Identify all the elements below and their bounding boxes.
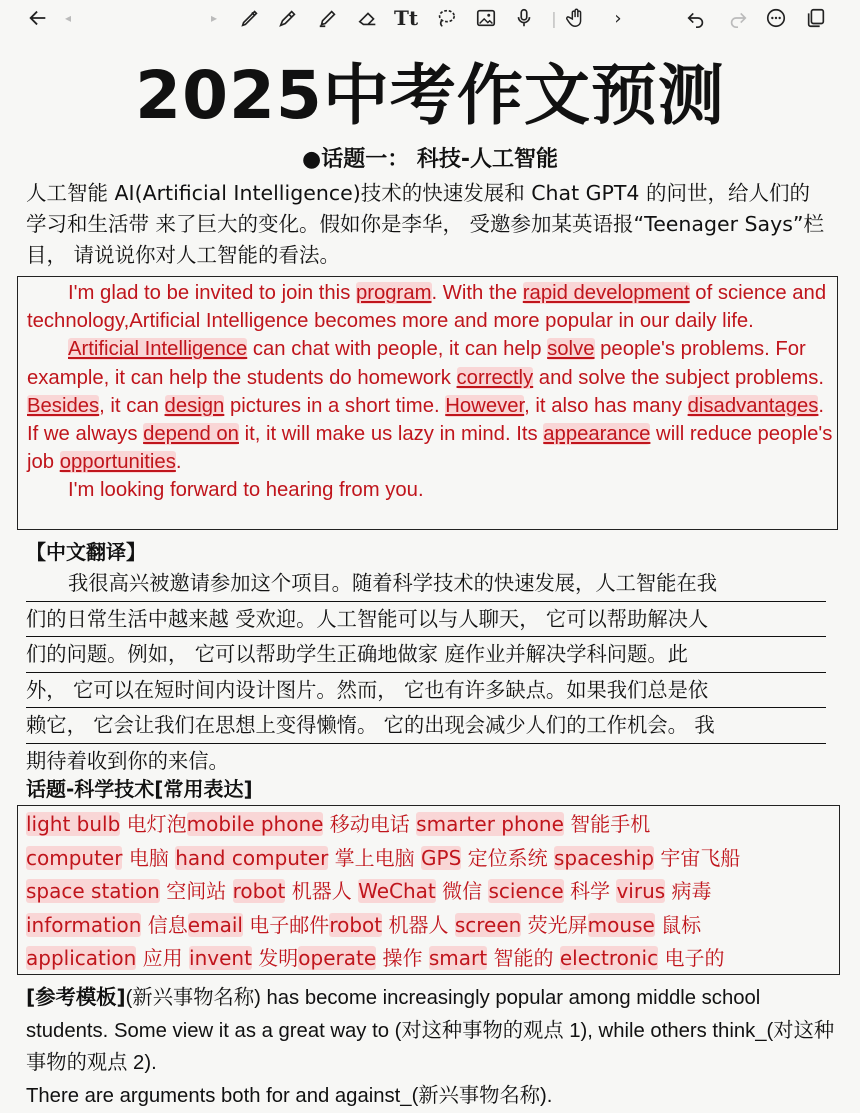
vocab-chinese: 操作 — [376, 946, 429, 971]
page-title: 2025中考作文预测 — [135, 57, 725, 134]
lasso-icon[interactable] — [432, 4, 460, 32]
vocab-english: light bulb — [26, 812, 121, 836]
vocab-chinese: 电脑 — [122, 845, 176, 870]
essay-closing: I'm looking forward to hearing from you. — [68, 479, 424, 502]
vocab-english: GPS — [421, 845, 462, 870]
highlighted-phrase: rapid development — [522, 282, 690, 304]
vocab-english: science — [488, 879, 564, 904]
vocab-chinese: 宇宙飞船 — [654, 845, 741, 870]
highlighted-phrase: Besides — [27, 394, 100, 417]
text-tool-icon[interactable]: Tt — [393, 6, 419, 30]
vocab-english: robot — [329, 912, 383, 937]
undo-icon[interactable] — [682, 4, 710, 32]
vocab-english: robot — [232, 879, 286, 904]
essay-text: . With the — [431, 282, 523, 304]
translation-line: 我很高兴被邀请参加这个项目。随着科学技术的快速发展，人工智能在我 — [26, 566, 826, 602]
vocab-chinese: 机器人 — [285, 879, 359, 904]
vocab-chinese: 掌上电脑 — [328, 845, 422, 870]
vocab-heading: 话题-科学技术[常用表达] — [26, 777, 253, 801]
essay-paragraph-1 — [27, 279, 837, 335]
translation-line: 外， 它可以在短时间内设计图片。然而， 它也有许多缺点。如果我们总是依 — [26, 673, 826, 709]
more-menu-icon[interactable] — [762, 4, 790, 32]
highlighted-phrase: However — [445, 394, 525, 417]
copy-icon[interactable] — [802, 4, 830, 32]
vocab-english: operate — [298, 946, 377, 971]
highlighted-phrase: correctly — [456, 366, 534, 389]
vocab-chinese: 空间站 — [159, 879, 233, 904]
essay-text: I'm glad to be invited to join this — [68, 282, 356, 304]
chevron-right-icon[interactable]: › — [614, 7, 622, 29]
vocab-chinese: 应用 — [136, 946, 190, 971]
vocab-english: mobile phone — [186, 812, 324, 836]
vocab-chinese: 机器人 — [382, 912, 455, 937]
vocab-box — [17, 805, 840, 975]
highlighted-phrase: solve — [547, 338, 595, 361]
vocab-english: application — [26, 946, 137, 971]
vocab-chinese: 智能手机 — [563, 812, 651, 836]
eraser-icon[interactable] — [354, 4, 382, 32]
image-icon[interactable] — [472, 4, 500, 32]
pen-icon[interactable] — [236, 4, 264, 32]
vocab-english: smarter phone — [416, 812, 564, 836]
highlighted-phrase: design — [164, 394, 225, 417]
pencil-icon[interactable] — [274, 4, 302, 32]
vocab-line — [26, 942, 839, 976]
vocab-chinese: 电子邮件 — [242, 912, 330, 937]
essay-text: can chat with people, it can help — [247, 338, 548, 361]
vocab-chinese: 定位系统 — [461, 845, 555, 870]
vocab-english: space station — [26, 879, 160, 904]
vocab-english: computer — [26, 845, 123, 870]
essay-text: . — [175, 451, 182, 474]
top-toolbar — [0, 0, 860, 36]
translation-line: 期待着收到你的来信。 — [26, 748, 229, 773]
vocab-chinese: 电子的 — [658, 946, 725, 971]
essay-text: of science and technology,Artificial Intelligence becomes more and more popular in our daily life. — [27, 282, 827, 333]
vocab-chinese: 电灯泡 — [120, 812, 187, 836]
vocab-chinese: 科学 — [563, 879, 617, 904]
vocab-chinese: 荧光屏 — [521, 912, 588, 937]
translation-line: 们的日常生活中越来越 受欢迎。人工智能可以与人聊天， 它可以帮助解决人 — [26, 602, 826, 638]
vocab-chinese: 鼠标 — [654, 912, 702, 937]
forward-arrow-icon[interactable]: ◂ — [64, 11, 72, 25]
translation-line: 赖它， 它会让我们在思想上变得懒惰。 它的出现会减少人们的工作机会。 我 — [26, 708, 826, 744]
vocab-chinese: 移动电话 — [323, 812, 417, 836]
vocab-line — [26, 909, 839, 943]
vocab-english: virus — [616, 879, 666, 904]
highlighted-phrase: Artificial Intelligence — [68, 338, 248, 361]
back-arrow-icon[interactable] — [24, 4, 52, 32]
template-line-1: (新兴事物名称) has become increasingly popular among middle school students. Some view it as a great way to (对这种事物的观点 1), while others think_(对这种事物的观点 2). — [26, 987, 835, 1074]
vocab-line — [26, 808, 839, 842]
vocab-english: spaceship — [554, 845, 655, 870]
vocab-chinese: 信息 — [141, 912, 188, 937]
essay-text: , it can — [99, 394, 165, 417]
vocab-english: information — [26, 912, 142, 937]
highlighted-phrase: opportunities — [59, 451, 176, 474]
vocab-line — [26, 842, 839, 876]
vocab-chinese: 病毒 — [665, 879, 712, 904]
essay-text: will reduce people's job — [27, 423, 833, 474]
vocab-english: hand computer — [175, 845, 329, 870]
essay-paragraph-2 — [27, 335, 837, 476]
microphone-icon[interactable] — [510, 4, 538, 32]
template-line-2: There are arguments both for and against_(新兴事物名称). — [26, 1084, 553, 1107]
vocab-english: electronic — [559, 946, 659, 971]
reference-template — [26, 981, 836, 1112]
vocab-english: mouse — [587, 912, 655, 937]
essay-text: , it also has many — [524, 394, 688, 417]
divider-icon: | — [551, 8, 557, 28]
vocab-line — [26, 875, 839, 909]
translation-line: 们的问题。例如， 它可以帮助学生正确地做家 庭作业并解决学科问题。此 — [26, 637, 826, 673]
hand-icon[interactable] — [562, 4, 590, 32]
tool-separator-icon: ▸ — [210, 11, 218, 25]
topic-heading: ●话题一： 科技-人工智能 — [302, 147, 558, 172]
essay-text: it, it will make us lazy in mind. Its — [238, 423, 544, 446]
vocab-english: screen — [454, 912, 522, 937]
vocab-english: invent — [189, 946, 252, 971]
vocab-chinese: 微信 — [435, 879, 489, 904]
essay-text: and solve the subject problems. — [533, 366, 825, 389]
redo-icon[interactable] — [724, 4, 752, 32]
translation-text — [26, 566, 826, 778]
vocab-english: email — [187, 912, 243, 937]
prompt-text: 人工智能 AI(Artificial Intelligence)技术的快速发展和 Chat GPT4 的问世，给人们的学习和生活带 来了巨大的变化。假如你是李华， 受邀参加某英语报“Teenager Says”栏目， 请说说你对人工智能的看法。 — [26, 181, 825, 267]
highlighted-phrase: appearance — [543, 423, 651, 446]
vocab-english: smart — [428, 946, 488, 971]
template-label: [参考模板] — [26, 985, 126, 1009]
essay-text: pictures in a short time. — [224, 394, 446, 417]
essay-box — [17, 276, 838, 530]
highlighter-icon[interactable] — [314, 4, 342, 32]
translation-heading: 【中文翻译】 — [26, 540, 146, 564]
vocab-chinese: 智能的 — [487, 946, 560, 971]
highlighted-phrase: program — [355, 282, 432, 304]
vocab-english: WeChat — [358, 879, 436, 904]
essay-text: people's problems. For example, it can help the students do homework — [27, 338, 806, 389]
highlighted-phrase: disadvantages — [687, 394, 819, 417]
highlighted-phrase: depend on — [143, 423, 239, 446]
vocab-chinese: 发明 — [251, 946, 299, 971]
essay-text: . If we always — [27, 394, 825, 446]
